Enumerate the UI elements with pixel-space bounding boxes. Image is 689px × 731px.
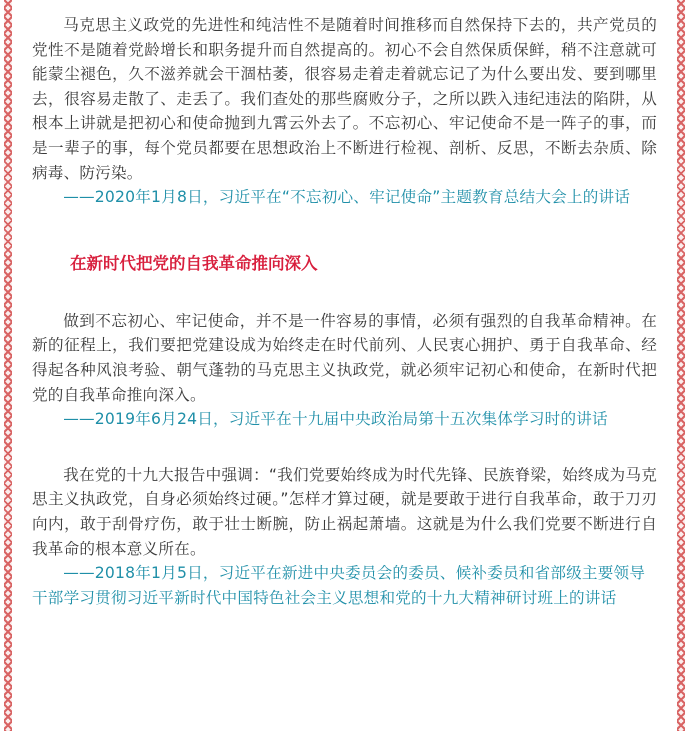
- quote-source: ——2018年1月5日，习近平在新进中央委员会的委员、候补委员和省部级主要领导干部学习贯彻习近平新时代中国特色社会主义思想和党的十九大精神研讨班上的讲话: [32, 564, 646, 607]
- quote-paragraph: 马克思主义政党的先进性和纯洁性不是随着时间推移而自然保持下去的，共产党员的党性不是随着党龄增长和职务提升而自然提高的。初心不会自然保质保鲜，稍不注意就可能蒙尘褪色，久不滋养就会干涸枯萎，很容易走着走着就忘记了为什么要出发、要到哪里去，很容易走散了、走丢了。我们查处的那些腐败分子，之所以跌入违纪违法的陷阱，从根本上讲就是把初心和使命抛到九霄云外去了。不忘初心、牢记使命不是一阵子的事，而是一辈子的事，每个党员都要在思想政治上不断进行检视、剖析、反思，不断去杂质、除病毒、防污染。: [32, 16, 657, 182]
- quote-block-3: [32, 463, 657, 611]
- quote-block-2: [32, 309, 657, 432]
- quote-source: ——2020年1月8日，习近平在“不忘初心、牢记使命”主题教育总结大会上的讲话: [63, 188, 631, 207]
- quote-source: ——2019年6月24日，习近平在十九届中央政治局第十五次集体学习时的讲话: [63, 410, 608, 429]
- decorative-border-left: [4, 0, 12, 731]
- quote-block-1: [32, 13, 657, 210]
- article-content: [32, 0, 657, 610]
- quote-paragraph: 做到不忘初心、牢记使命，并不是一件容易的事情，必须有强烈的自我革命精神。在新的征程上，我们要把党建设成为始终走在时代前列、人民衷心拥护、勇于自我革命、经得起各种风浪考验、朝气蓬勃的马克思主义执政党，就必须牢记初心和使命，在新时代把党的自我革命推向深入。: [32, 311, 657, 404]
- decorative-border-right: [677, 0, 685, 731]
- quote-paragraph: 我在党的十九大报告中强调：“我们党要始终成为时代先锋、民族脊梁，始终成为马克思主义执政党，自身必须始终过硬。”怎样才算过硬，就是要敢于进行自我革命，敢于刀刃向内，敢于刮骨疗伤，敢于壮士断腕，防止祸起萧墙。这就是为什么我们党要不断进行自我革命的根本意义所在。: [32, 465, 657, 558]
- section-heading: 在新时代把党的自我革命推向深入: [70, 253, 318, 273]
